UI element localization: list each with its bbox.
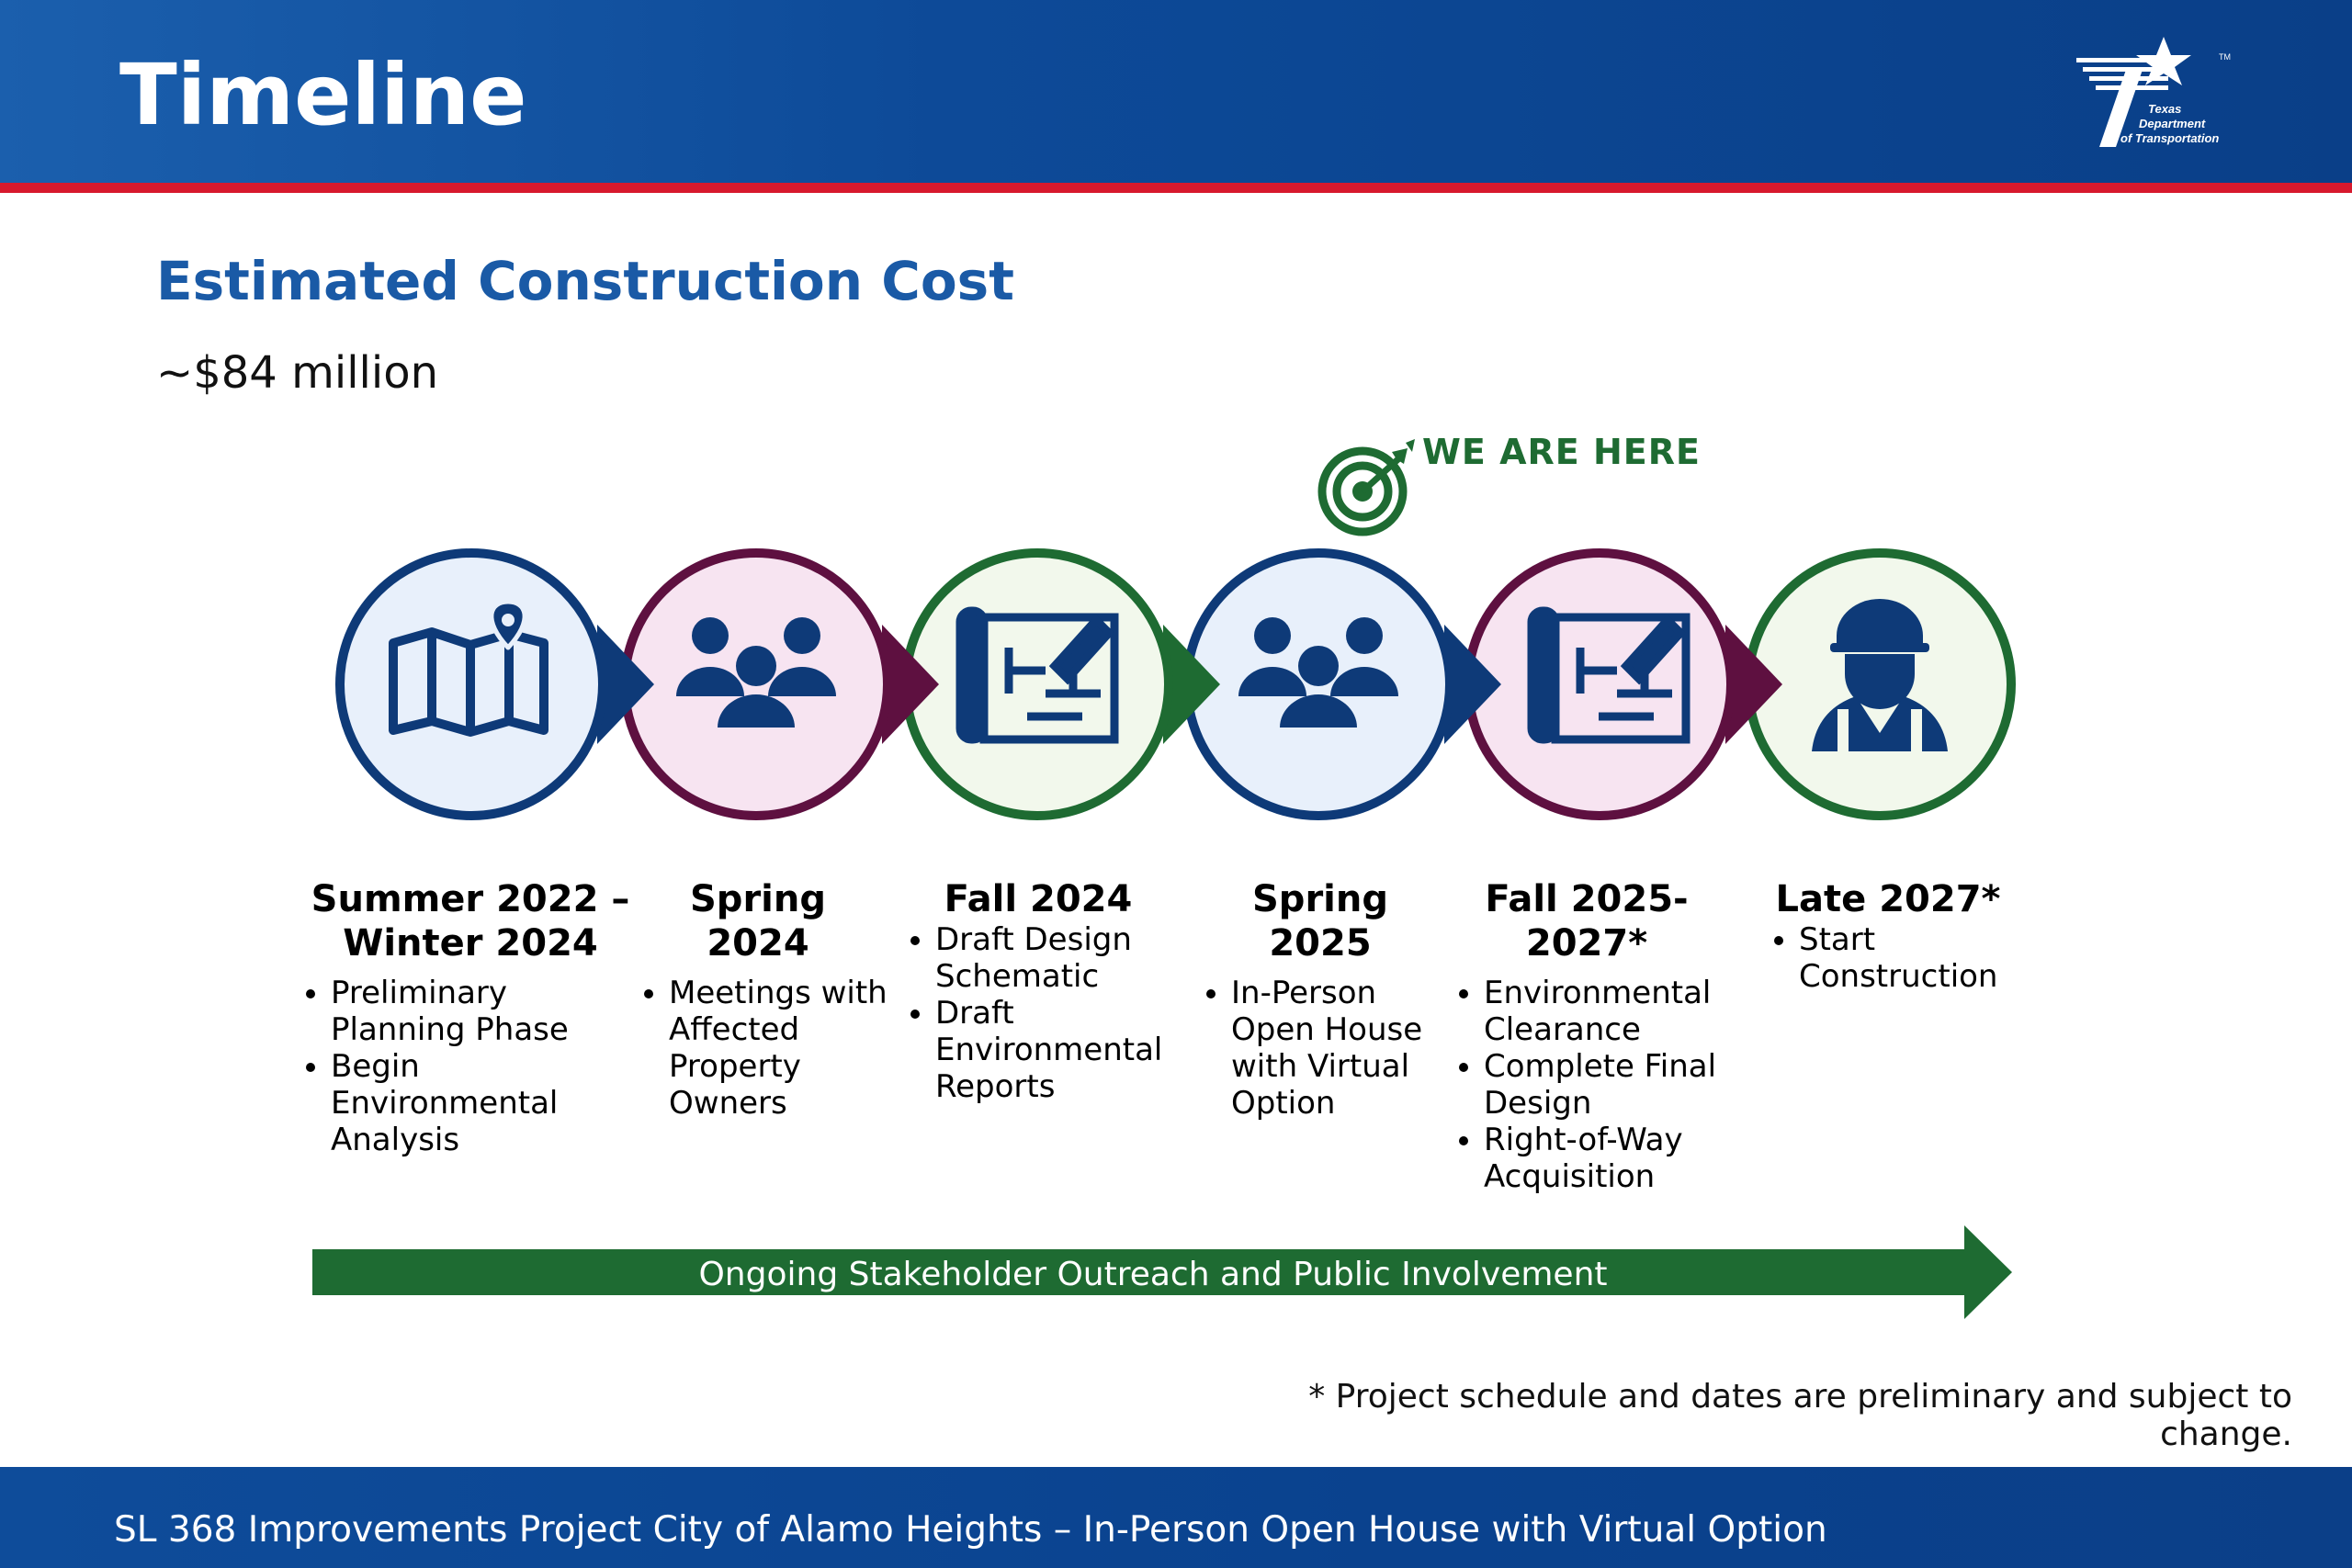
target-icon <box>1322 439 1415 532</box>
step-1-period-line-1: Summer 2022 – <box>311 878 630 920</box>
step-6-text <box>1764 877 2012 995</box>
step-5-period-line-1: Fall 2025- <box>1485 878 1689 920</box>
page-title: Timeline <box>119 46 527 144</box>
step-circle-1 <box>340 553 654 816</box>
schedule-footnote: * Project schedule and dates are preliminary and subject to change. <box>1308 1378 2292 1453</box>
step-2-bullet-1: • Meetings with Affected Property Owners <box>669 975 891 1122</box>
step-5-bullet-2: • Complete Final Design <box>1484 1048 1724 1122</box>
step-4-text <box>1196 877 1444 1122</box>
step-6-period <box>1764 877 2012 921</box>
step-circle-6 <box>1748 553 2011 816</box>
cost-heading: Estimated Construction Cost <box>156 250 1014 312</box>
step-3-period <box>900 877 1176 921</box>
step-circle-2 <box>625 553 939 816</box>
step-1-period <box>296 877 645 965</box>
step-6-bullet-1: • Start Construction <box>1799 921 2012 995</box>
step-1-text <box>296 877 645 1158</box>
ongoing-outreach-label: Ongoing Stakeholder Outreach and Public Involvement <box>698 1256 1608 1293</box>
step-4-bullet-1: • In-Person Open House with Virtual Option <box>1231 975 1444 1122</box>
step-circle-4 <box>1187 553 1501 816</box>
step-circle-5 <box>1468 553 1782 816</box>
step-2-text <box>634 877 891 1122</box>
step-5-text <box>1449 877 1724 1195</box>
logo-text-1: Texas <box>2148 102 2182 116</box>
step-1-bullet-2: • Begin Environmental Analysis <box>331 1048 645 1158</box>
step-2-period <box>634 877 882 965</box>
step-5-bullet-3: • Right-of-Way Acquisition <box>1484 1122 1724 1195</box>
step-3-period-line-1: Fall 2024 <box>944 878 1133 920</box>
cost-value: ~$84 million <box>156 347 438 399</box>
step-3-bullet-1: • Draft Design Schematic <box>935 921 1176 995</box>
step-4-period <box>1196 877 1444 965</box>
step-4-period-line-2: 2025 <box>1269 922 1372 964</box>
step-6-period-line-1: Late 2027* <box>1775 878 2001 920</box>
footer-text: SL 368 Improvements Project City of Alamo Heights – In-Person Open House with Virtual Option <box>114 1509 1827 1551</box>
step-3-bullet-2: • Draft Environmental Reports <box>935 995 1176 1105</box>
step-2-period-line-1: Spring <box>690 878 826 920</box>
step-5-period <box>1449 877 1724 965</box>
step-1-bullet-1: • Preliminary Planning Phase <box>331 975 645 1048</box>
step-2-period-line-2: 2024 <box>707 922 809 964</box>
we-are-here-label: WE ARE HERE <box>1422 432 1701 472</box>
step-1-period-line-2: Winter 2024 <box>343 922 598 964</box>
logo-text-2: Department <box>2139 117 2206 130</box>
logo-text-3: of Transportation <box>2120 131 2220 145</box>
step-5-bullet-1: • Environmental Clearance <box>1484 975 1724 1048</box>
step-4-period-line-1: Spring <box>1252 878 1388 920</box>
step-3-text <box>900 877 1176 1105</box>
step-5-period-line-2: 2027* <box>1525 922 1648 964</box>
step-circle-3 <box>906 553 1220 816</box>
logo-tm: TM <box>2219 52 2231 62</box>
